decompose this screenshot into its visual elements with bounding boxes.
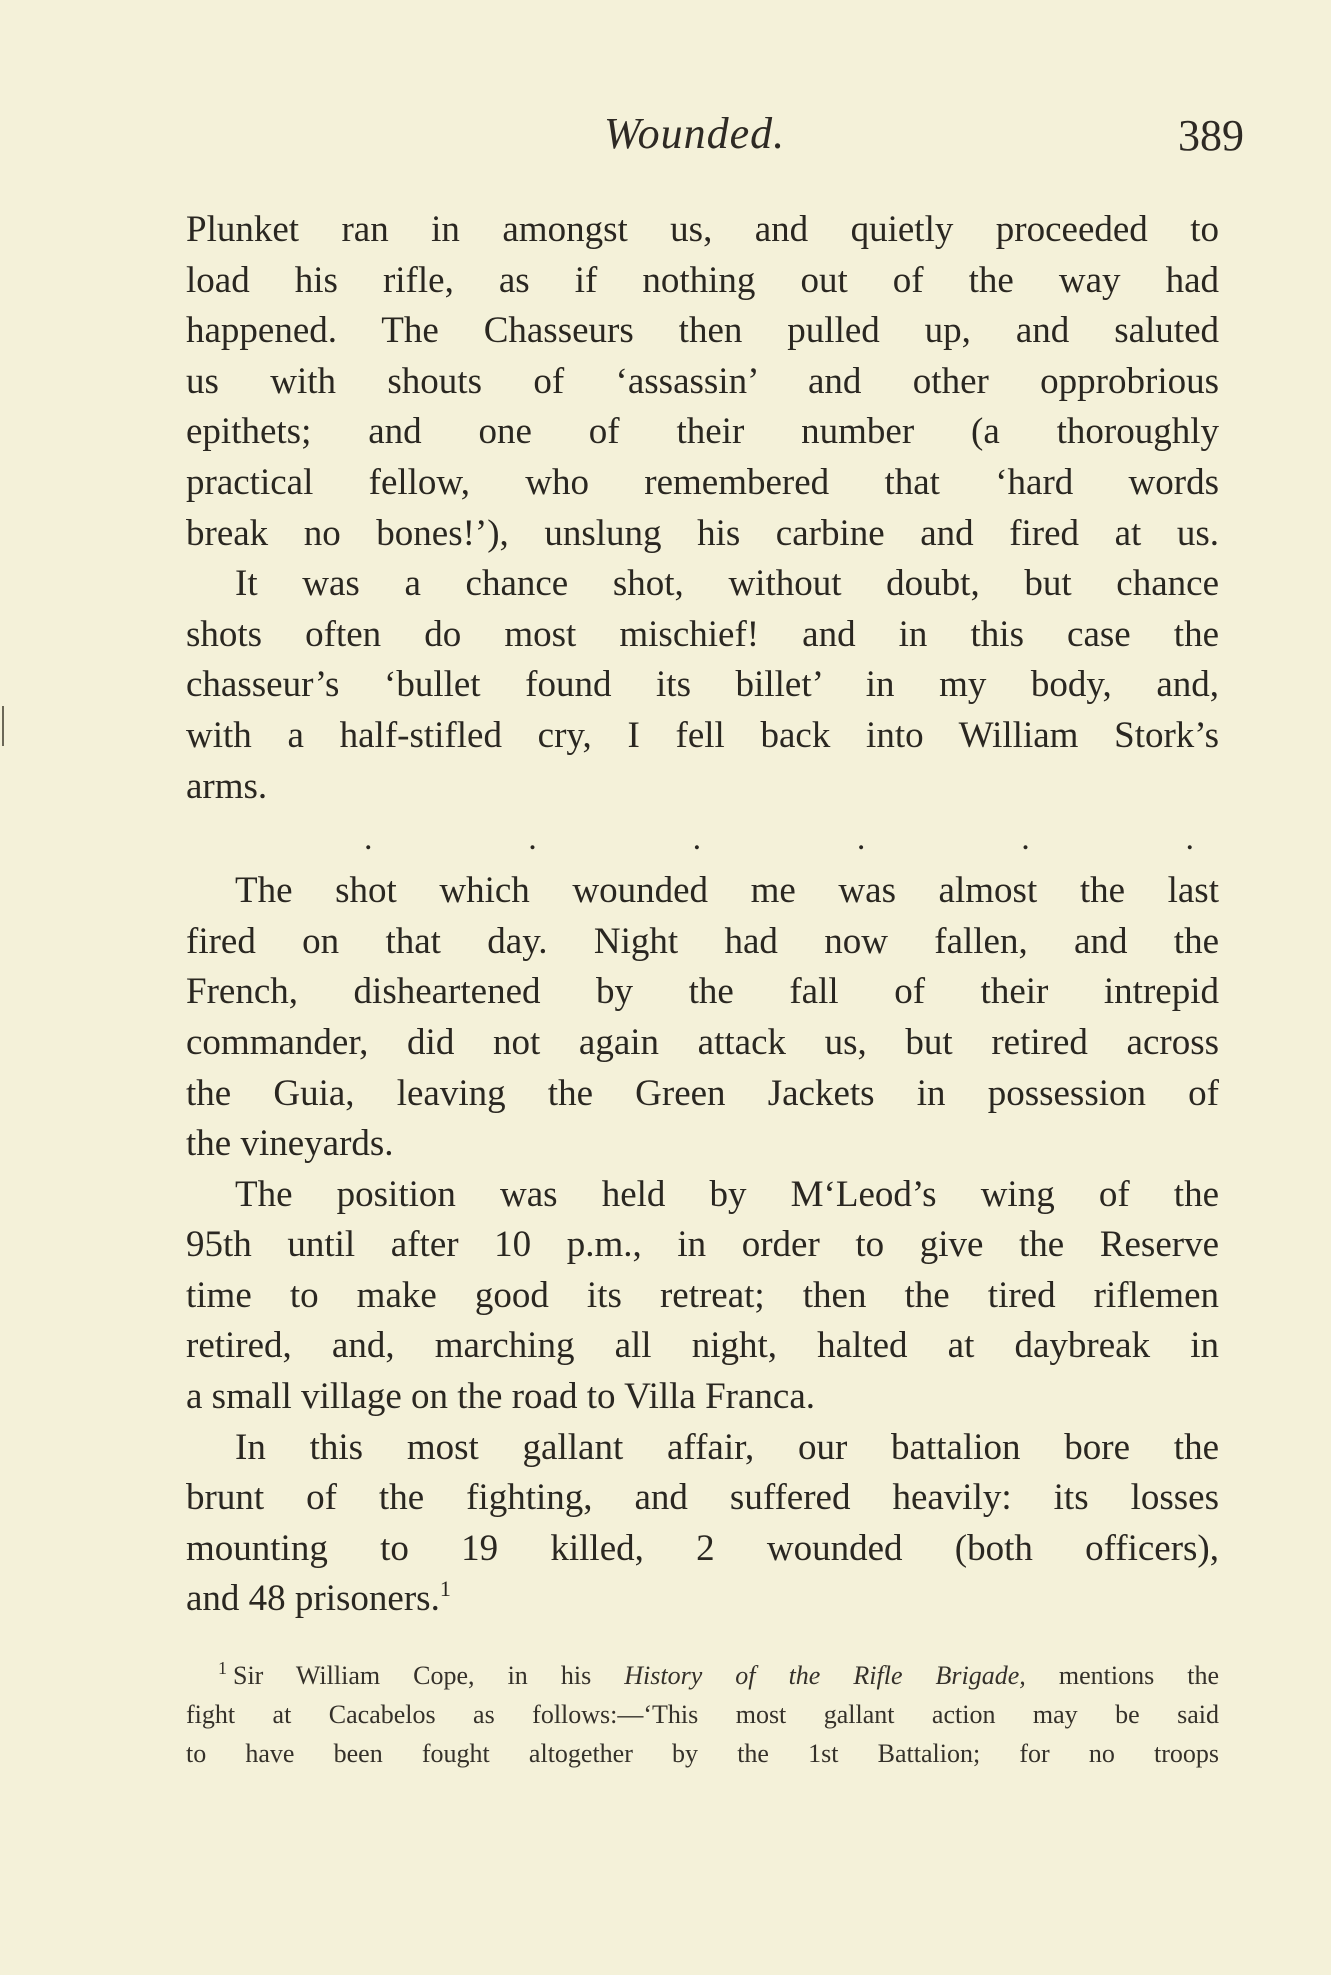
text-line: break no bones!’), unslung his carbine and fired at us.: [186, 512, 1219, 554]
text-line: with a half-stifled cry, I fell back into William Stork’s: [186, 714, 1219, 756]
text-line: arms.: [186, 765, 268, 807]
footnote-line: [186, 1656, 1219, 1695]
footnote-line: to have been fought altogether by the 1st Battalion; for no troops: [186, 1739, 1219, 1768]
body-text: [186, 205, 1219, 1625]
text-line: us with shouts of ‘assassin’ and other opprobrious: [186, 360, 1219, 402]
text-line: happened. The Chasseurs then pulled up, and saluted: [186, 310, 1219, 352]
text-line: French, disheartened by the fall of their intrepid: [186, 971, 1219, 1013]
text-line: retired, and, marching all night, halted at daybreak in: [186, 1325, 1219, 1367]
ellipsis-dot: .: [364, 820, 373, 858]
footnote-book-title: History of the Rifle Brigade,: [624, 1661, 1026, 1690]
text-line: mounting to 19 killed, 2 wounded (both officers),: [186, 1527, 1219, 1569]
text-line: The position was held by M‘Leod’s wing of the: [235, 1173, 1219, 1215]
ellipsis-dot: .: [1021, 820, 1030, 858]
footnote-text: mentions the: [1025, 1661, 1220, 1690]
text-line: shots often do most mischief! and in this case the: [186, 613, 1219, 655]
text-line-content: and 48 prisoners.: [186, 1578, 440, 1620]
text-line: the Guia, leaving the Green Jackets in possession of: [186, 1072, 1219, 1114]
running-title: Wounded.: [604, 109, 786, 158]
ellipsis-dot: .: [528, 820, 537, 858]
text-line: a small village on the road to Villa Franca.: [186, 1376, 815, 1418]
text-line: brunt of the fighting, and suffered heavily: its losses: [186, 1477, 1219, 1519]
text-line: The shot which wounded me was almost the last: [235, 870, 1219, 912]
text-line: chasseur’s ‘bullet found its billet’ in my body, and,: [186, 664, 1219, 706]
ellipsis-dot: .: [692, 820, 702, 858]
text-line: It was a chance shot, without doubt, but chance: [235, 563, 1219, 605]
text-line: practical fellow, who remembered that ‘hard words: [186, 461, 1219, 503]
text-line: load his rifle, as if nothing out of the way had: [186, 259, 1219, 301]
text-line: commander, did not again attack us, but retired across: [186, 1021, 1219, 1063]
footnote-reference[interactable]: 1: [439, 1576, 451, 1602]
text-line: the vineyards.: [186, 1123, 394, 1165]
text-line: epithets; and one of their number (a thoroughly: [186, 411, 1219, 453]
text-line: fired on that day. Night had now fallen, and the: [186, 920, 1219, 962]
text-line: time to make good its retreat; then the tired riflemen: [186, 1274, 1219, 1316]
footnote-text: Sir William Cope, in his: [233, 1661, 625, 1690]
text-line: In this most gallant affair, our battalion bore the: [235, 1426, 1219, 1468]
text-line: [186, 1574, 1219, 1625]
footnote-marker: 1: [218, 1658, 227, 1678]
text-line: 95th until after 10 p.m., in order to give the Reserve: [186, 1224, 1219, 1266]
section-break-dots: [364, 812, 1194, 866]
text-line: Plunket ran in amongst us, and quietly proceeded to: [186, 209, 1219, 250]
page-number: 389: [1178, 111, 1244, 160]
footnote: [186, 1656, 1219, 1773]
ellipsis-dot: .: [1185, 820, 1194, 858]
footnote-line: fight at Cacabelos as follows:—‘This most gallant action may be said: [186, 1700, 1219, 1729]
ellipsis-dot: .: [856, 820, 866, 858]
margin-mark: [2, 706, 4, 746]
